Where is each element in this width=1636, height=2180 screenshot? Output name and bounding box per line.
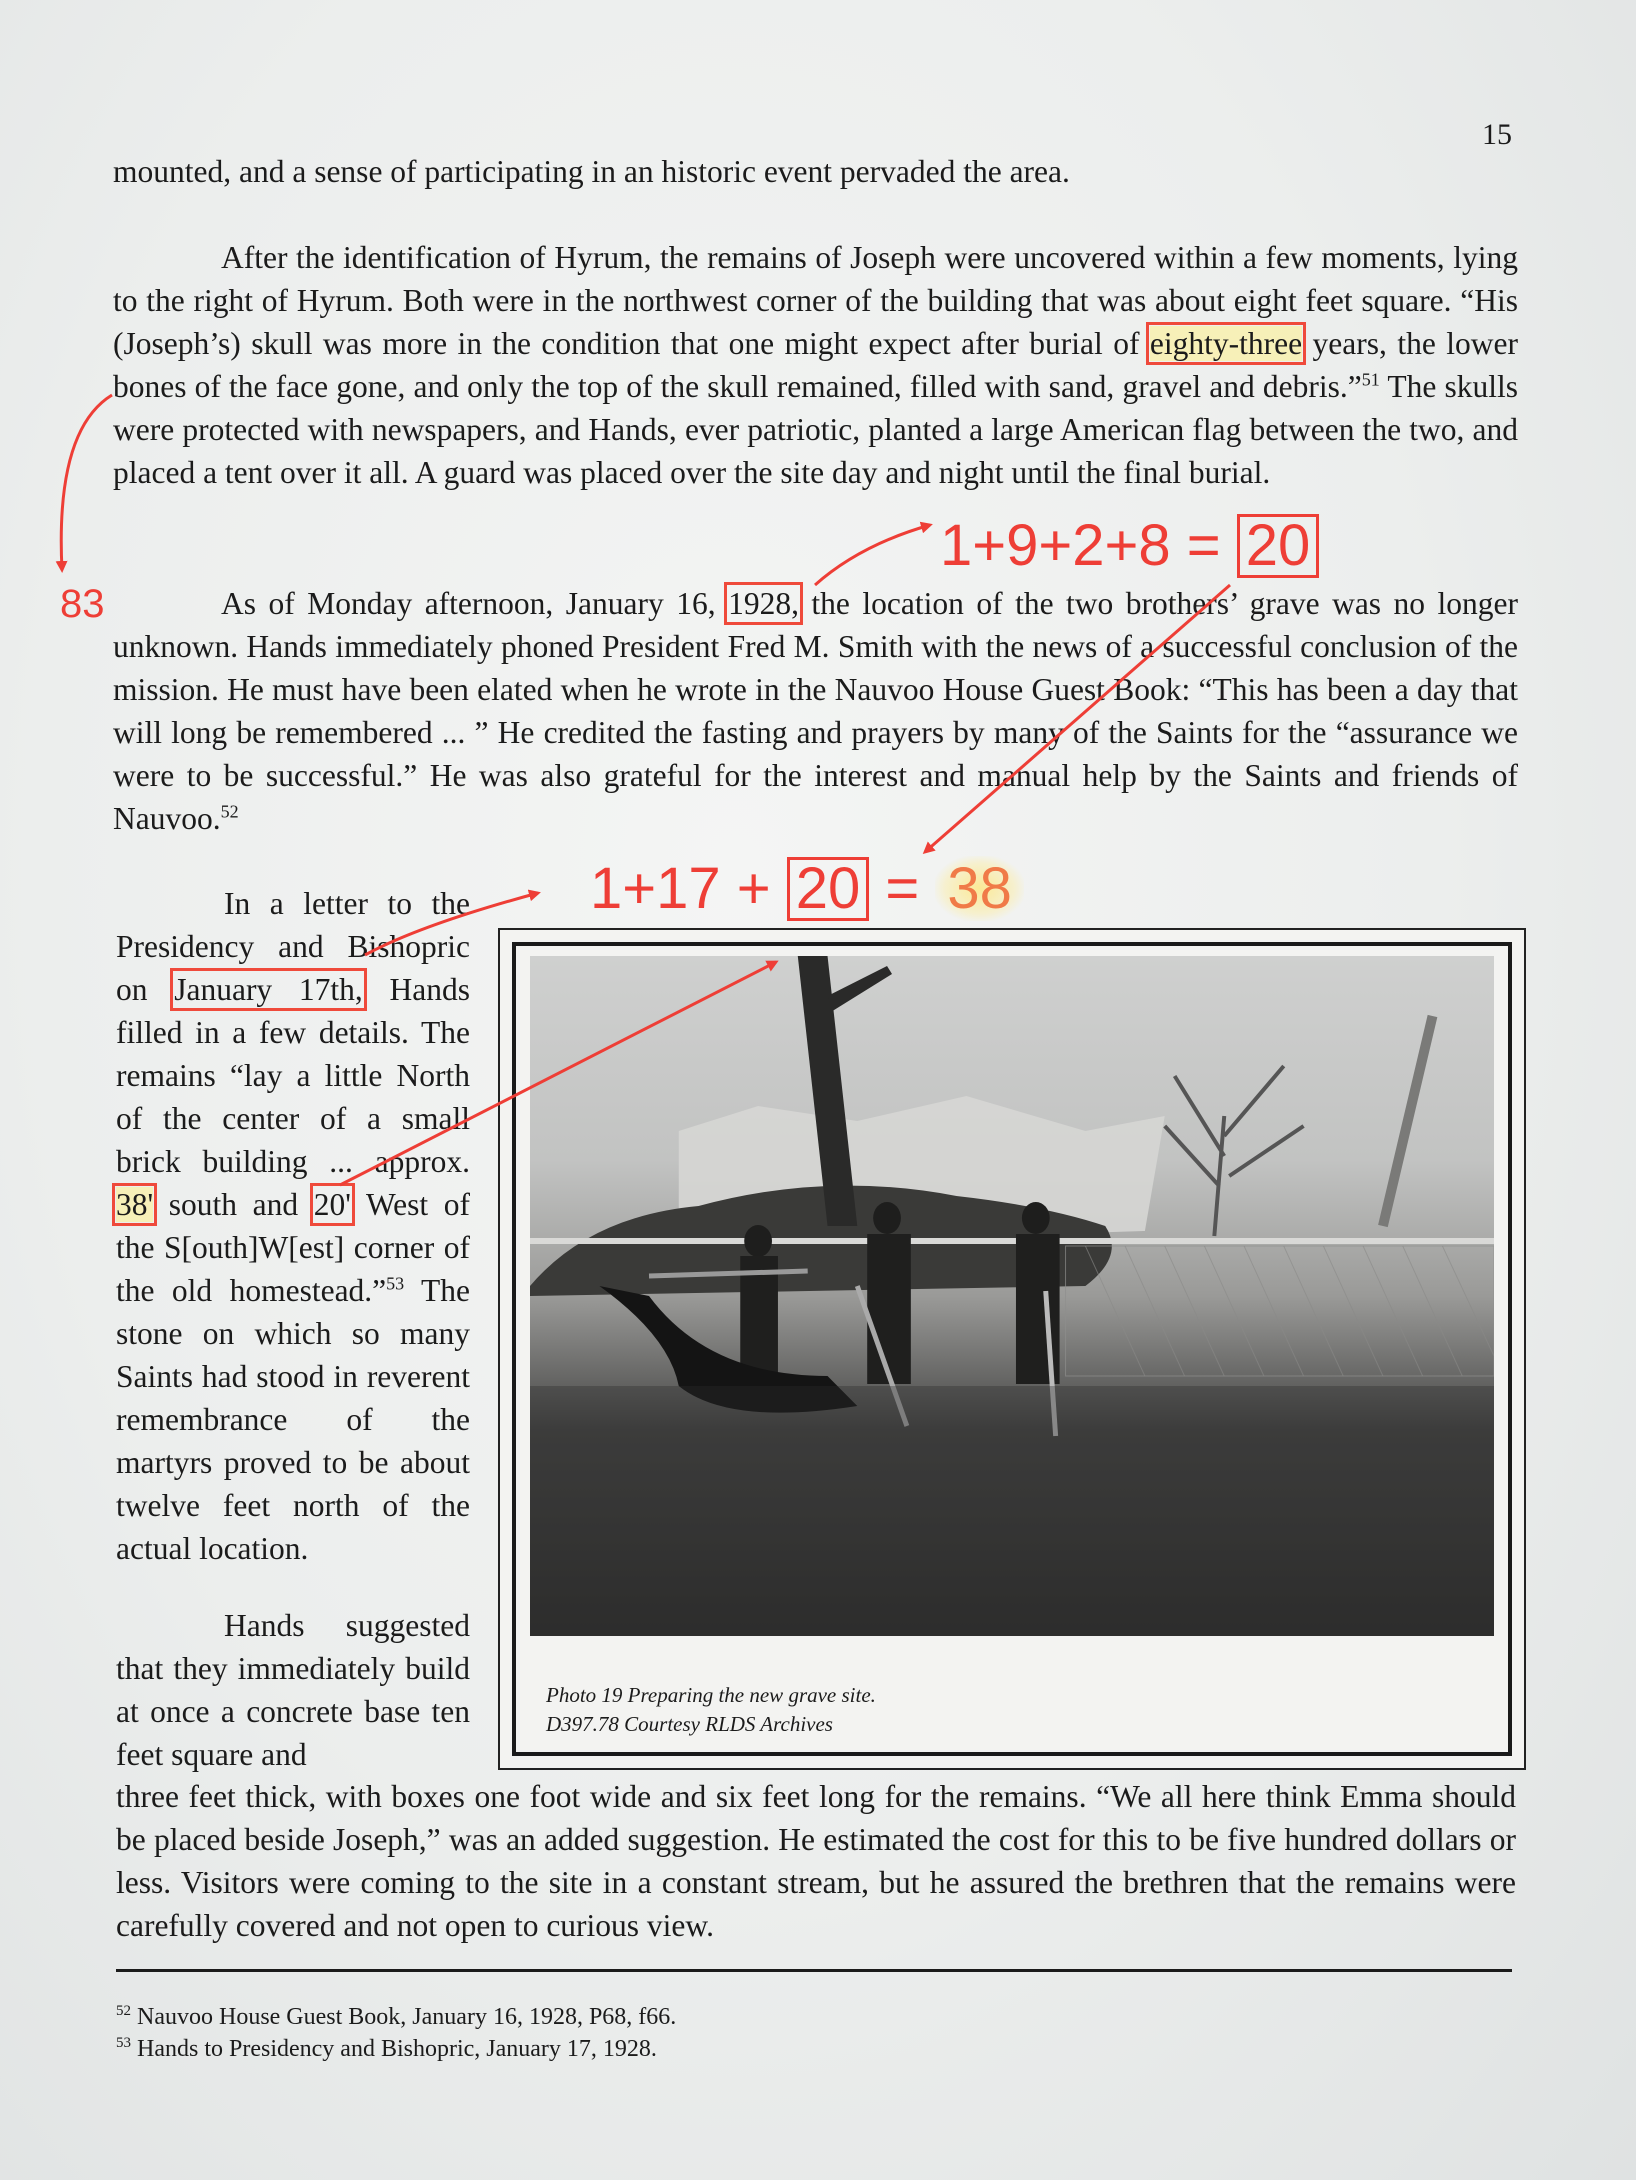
footnote-52-number: 52 — [116, 2003, 131, 2019]
footnote-ref-51: 51 — [1361, 369, 1380, 390]
photo-inner-border — [512, 942, 1512, 1756]
annotation-83: 83 — [60, 582, 105, 626]
grave-site-photo — [530, 956, 1494, 1636]
photo-illustration — [530, 956, 1494, 1636]
paragraph-1: mounted, and a sense of participating in an historic event pervaded the area. — [113, 154, 1070, 189]
paragraph-3 — [113, 582, 1518, 840]
footnote-ref-52: 52 — [220, 801, 239, 822]
annotation-sum-year-result: 20 — [1237, 514, 1320, 578]
paragraph-2 — [113, 236, 1518, 494]
paragraph-4-text-d: West of the S[outh]W[est] corner of the old homestead.” — [116, 1187, 470, 1308]
paragraph-3-text-b: the location of the two brothers’ grave was no longer unknown. Hands immediately phoned President Fred M. Smith with the news of a successful conclusion of the mission. He must have been elated when he wrote in the Nauvoo House Guest Book: “This has been a day that will long be remembered ... ” He credited the fasting and prayers by many of the Saints for the “assurance we were to be successful.” He was also grateful for the interest and manual help by the Saints and friends of Nauvoo. — [113, 586, 1518, 836]
page-number: 15 — [1482, 118, 1512, 151]
caption-line-2: D397.78 Courtesy RLDS Archives — [546, 1712, 833, 1736]
annotation-sum-date-expression: 1+17 + — [590, 856, 787, 921]
paragraph-6: three feet thick, with boxes one foot wide and six feet long for the remains. “We all here think Emma should be placed beside Joseph,” was an added suggestion. He estimated the cost for this to be five hundred dollars or less. Visitors were coming to the site in a constant stream, but he assured the brethren that the remains were carefully covered and not open to curious view. — [116, 1779, 1516, 1943]
annotation-sum-year — [940, 514, 1319, 578]
footnote-53 — [116, 2036, 657, 2063]
footnote-ref-53: 53 — [386, 1273, 405, 1294]
paragraph-2-text-a: After the identification of Hyrum, the remains of Joseph were uncovered within a few moments, lying to the right of Hyrum. Both were in the northwest corner of the building that was about eight feet square. “His (Joseph’s) skull was more in the condition that one might expect after burial of — [113, 240, 1518, 361]
paragraph-2-text-c: The skulls were protected with newspapers, and Hands, ever patriotic, planted a large American flag between the two, and placed a tent over it all. A guard was placed over the site day and night until the final burial. — [113, 369, 1518, 490]
boxed-date-january-17: January 17th, — [174, 972, 363, 1007]
arrow-1928-to-sum — [815, 525, 930, 585]
paragraph-4-text-e: The stone on which so many Saints had stood in reverent remembrance of the martyrs proved to be about twelve feet north of the actual location. — [116, 1273, 471, 1566]
paragraph-2-text-b: years, the lower bones of the face gone, and only the top of the skull remained, filled with sand, gravel and debris.” — [113, 326, 1518, 404]
paragraph-3-text-a: As of Monday afternoon, January 16, — [221, 586, 729, 621]
annotation-sum-date-equals: = — [869, 856, 936, 921]
annotation-sum-year-expression: 1+9+2+8 = — [940, 513, 1237, 578]
paragraph-5: Hands suggested that they immediately build at once a concrete base ten feet square and — [116, 1608, 470, 1772]
photo-caption — [546, 1681, 876, 1739]
boxed-distance-20: 20' — [313, 1187, 351, 1222]
photo-frame — [498, 928, 1526, 1770]
footnote-53-text: Hands to Presidency and Bishopric, January 17, 1928. — [137, 2036, 657, 2062]
caption-line-1: Photo 19 Preparing the new grave site. — [546, 1683, 876, 1707]
highlight-eighty-three: eighty-three — [1149, 326, 1303, 361]
paragraph-4-text-b: Hands filled in a few details. The remains “lay a little North of the center of a small brick building ... approx. — [116, 972, 470, 1179]
boxed-distance-38: 38' — [116, 1187, 154, 1222]
paragraph-4-text-a: In a letter to the Presidency and Bishopric on — [116, 886, 470, 1007]
boxed-year-1928: 1928, — [728, 586, 799, 621]
footnote-rule — [116, 1969, 1512, 1972]
annotation-sum-date-result: 38 — [935, 856, 1024, 921]
footnote-52 — [116, 2004, 676, 2031]
annotation-sum-date-box: 20 — [787, 857, 870, 921]
paragraph-4 — [116, 882, 470, 1570]
paragraph-4-text-c: south and — [153, 1187, 314, 1222]
annotation-sum-date — [590, 857, 1024, 921]
arrow-eighty-three-to-83 — [61, 395, 112, 570]
footnote-52-text: Nauvoo House Guest Book, January 16, 1928, P68, f66. — [137, 2004, 677, 2030]
footnote-53-number: 53 — [116, 2035, 131, 2051]
